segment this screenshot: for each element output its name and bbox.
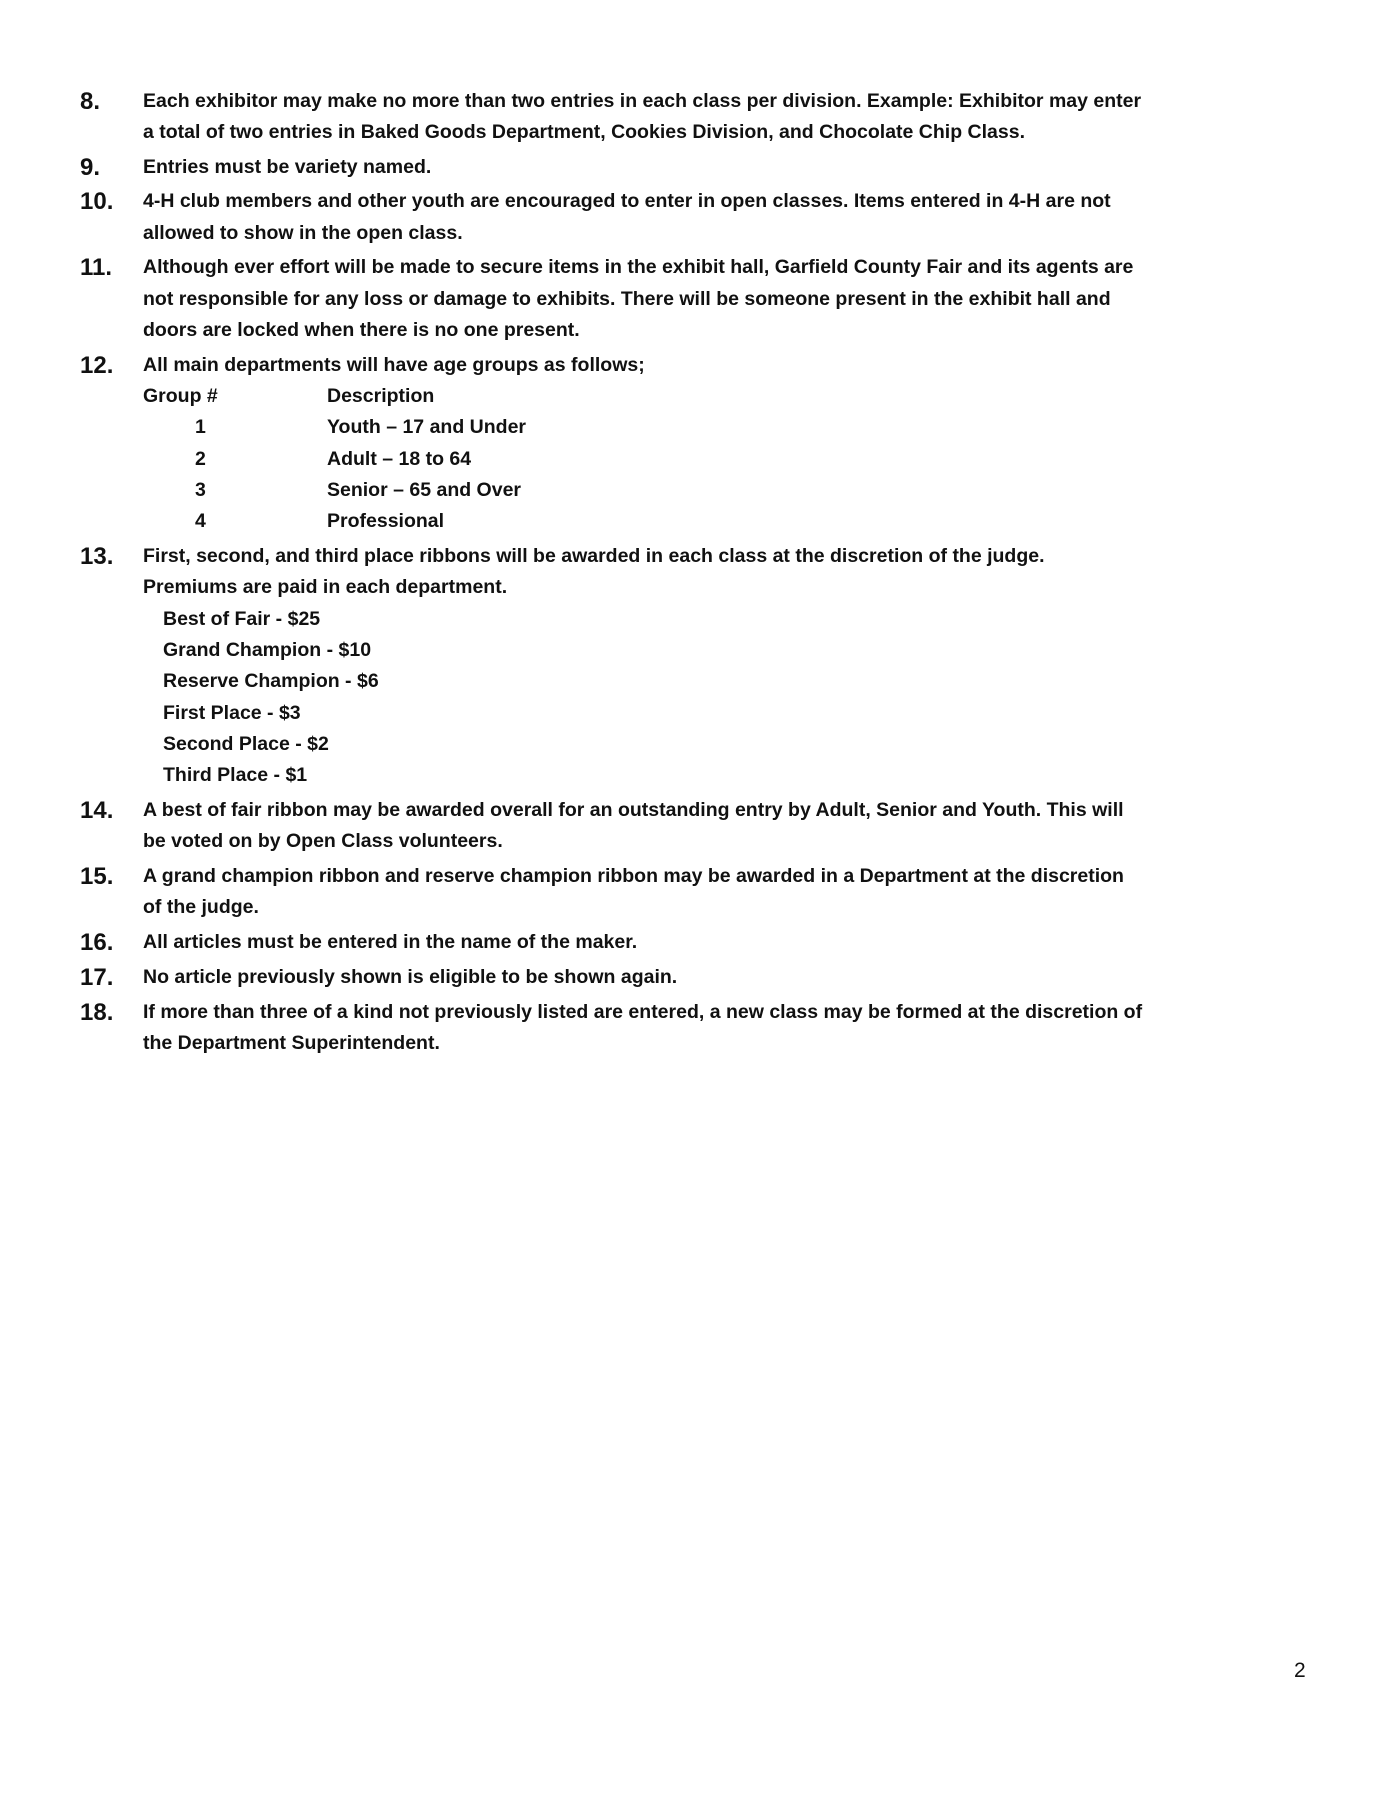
rule-text-line: All articles must be entered in the name of the maker. xyxy=(143,931,638,954)
age-group-row xyxy=(143,506,1320,537)
rule-item xyxy=(80,152,1320,183)
rule-text-line: 4-H club members and other youth are encouraged to enter in open classes. Items entered in 4-H are not xyxy=(143,190,1111,213)
rule-text-line: not responsible for any loss or damage to exhibits. There will be someone present in the exhibit hall and xyxy=(143,287,1111,310)
rule-text-line: the Department Superintendent. xyxy=(143,1032,440,1055)
rule-number: 11. xyxy=(80,254,113,282)
age-group-row xyxy=(143,412,1320,443)
rule-text-line: A grand champion ribbon and reserve champion ribbon may be awarded in a Department at the discretion xyxy=(143,865,1124,888)
rule-item xyxy=(80,962,1320,993)
rule-text-line: Each exhibitor may make no more than two entries in each class per division. Example: Exhibitor may enter xyxy=(143,89,1142,112)
premium-list xyxy=(143,604,1320,792)
rule-item xyxy=(80,795,1320,858)
rules-list xyxy=(80,82,1320,1059)
age-group-table xyxy=(143,381,1320,537)
rule-text-line: a total of two entries in Baked Goods Department, Cookies Division, and Chocolate Chip Class. xyxy=(143,120,1025,143)
age-group-row xyxy=(143,444,1320,475)
rule-item xyxy=(80,86,1320,149)
rule-text-line: Premiums are paid in each department. xyxy=(143,576,508,599)
age-group-header xyxy=(143,381,1320,412)
description-header: Description xyxy=(327,385,435,408)
rule-item xyxy=(80,350,1320,538)
premium-item: Grand Champion - $10 xyxy=(163,639,372,662)
rule-text-line: be voted on by Open Class volunteers. xyxy=(143,830,503,853)
group-description: Youth – 17 and Under xyxy=(327,416,526,439)
group-number: 1 xyxy=(195,416,206,439)
premium-item: Second Place - $2 xyxy=(163,732,329,755)
premium-item: Reserve Champion - $6 xyxy=(163,670,379,693)
group-header: Group # xyxy=(143,385,218,408)
rule-text-line: of the judge. xyxy=(143,896,259,919)
rule-text-line: Entries must be variety named. xyxy=(143,155,432,178)
rule-number: 13. xyxy=(80,543,114,571)
rule-text-line: Although ever effort will be made to secure items in the exhibit hall, Garfield County Fair and its agents are xyxy=(143,256,1134,279)
rule-number: 14. xyxy=(80,797,114,825)
rule-item xyxy=(80,997,1320,1060)
group-description: Professional xyxy=(327,510,445,533)
rule-number: 8. xyxy=(80,87,101,115)
rule-number: 12. xyxy=(80,351,114,379)
rule-text-line: doors are locked when there is no one present. xyxy=(143,319,580,342)
rule-number: 15. xyxy=(80,863,114,891)
group-description: Senior – 65 and Over xyxy=(327,479,522,502)
premium-item: Best of Fair - $25 xyxy=(163,607,321,630)
rule-text-line: A best of fair ribbon may be awarded overall for an outstanding entry by Adult, Senior and Youth. This will xyxy=(143,799,1124,822)
rule-item xyxy=(80,252,1320,346)
group-number: 2 xyxy=(195,447,206,470)
group-description: Adult – 18 to 64 xyxy=(327,447,472,470)
rule-item xyxy=(80,927,1320,958)
rule-number: 16. xyxy=(80,929,114,957)
rule-number: 10. xyxy=(80,188,114,216)
rule-item xyxy=(80,861,1320,924)
page-number: 2 xyxy=(1294,1659,1306,1682)
rule-number: 18. xyxy=(80,998,114,1026)
premium-item: Third Place - $1 xyxy=(163,764,308,787)
group-number: 4 xyxy=(195,510,206,533)
rule-text-line: allowed to show in the open class. xyxy=(143,221,463,244)
rule-text-line: If more than three of a kind not previously listed are entered, a new class may be formed at the discretion of xyxy=(143,1000,1143,1023)
age-group-row xyxy=(143,475,1320,506)
rule-number: 17. xyxy=(80,964,114,992)
rule-text-line: First, second, and third place ribbons will be awarded in each class at the discretion of the judge. xyxy=(143,545,1045,568)
rule-text-line: All main departments will have age groups as follows; xyxy=(143,353,645,376)
premium-item: First Place - $3 xyxy=(163,701,301,724)
rule-text-line: No article previously shown is eligible to be shown again. xyxy=(143,966,678,989)
rule-number: 9. xyxy=(80,153,101,181)
group-number: 3 xyxy=(195,479,206,502)
rule-item xyxy=(80,541,1320,791)
rule-item xyxy=(80,186,1320,249)
